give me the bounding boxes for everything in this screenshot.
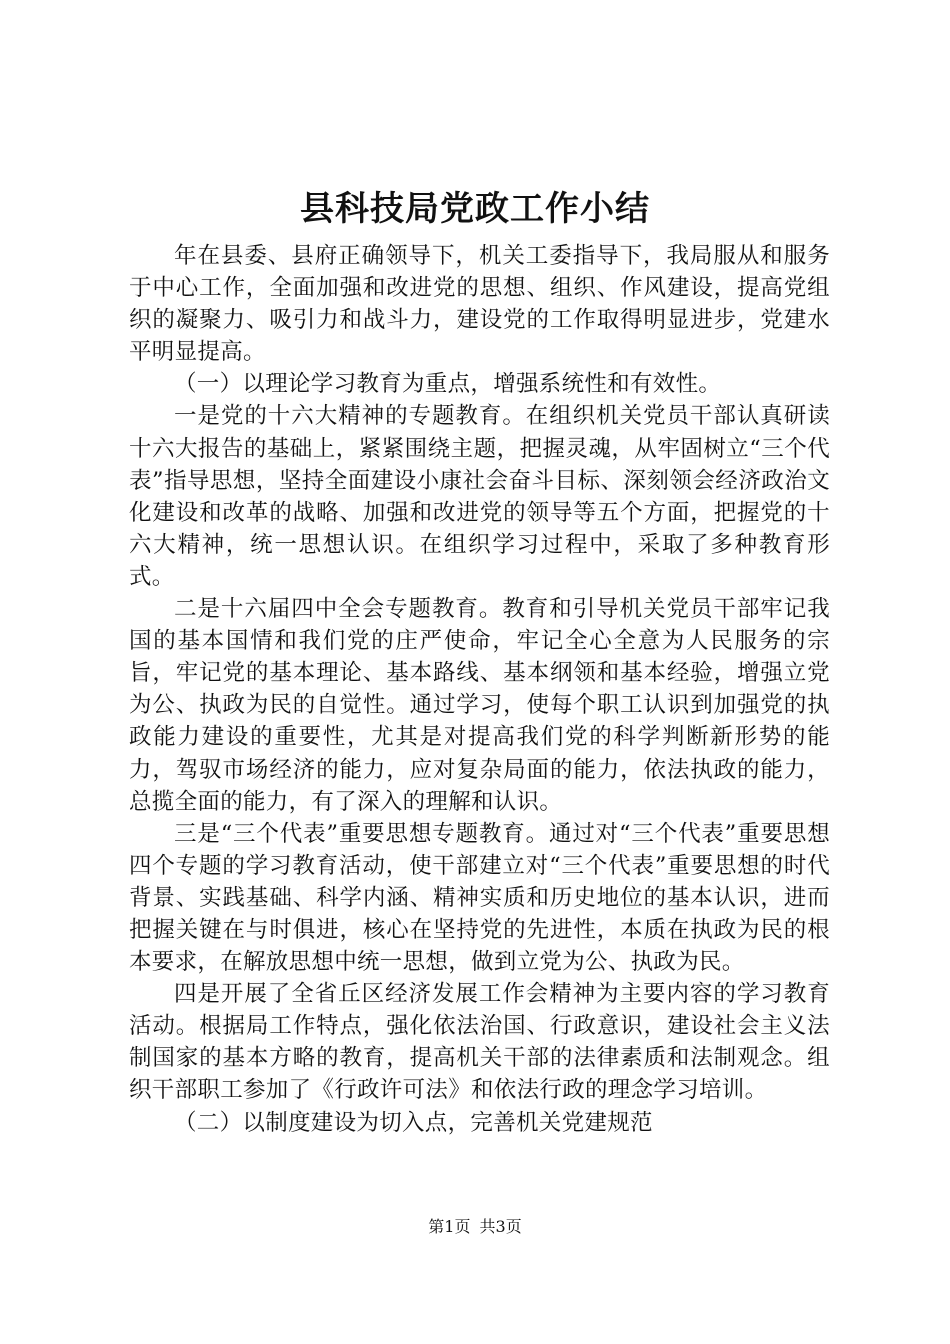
page-total: 共3页 xyxy=(479,1217,522,1236)
section-heading-2: （二）以制度建设为切入点，完善机关党建规范 xyxy=(174,1109,653,1136)
document-title: 县科技局党政工作小结 xyxy=(300,189,650,229)
paragraph-item-1: 一是党的十六大精神的专题教育。在组织机关党员干部认真研读十六大报告的基础上，紧紧围绕主题，把握灵魂，从牢固树立“三个代表”指导思想，坚持全面建设小康社会奋斗目标、深刻领会经济政治文化建设和改革的战略、加强和改进党的领导等五个方面，把握党的十六大精神，统一思想认识。在组织学习过程中，采取了多种教育形式。 xyxy=(129,403,830,590)
paragraph-intro: 年在县委、县府正确领导下，机关工委指导下，我局服从和服务于中心工作，全面加强和改进党的思想、组织、作风建设，提高党组织的凝聚力、吸引力和战斗力，建设党的工作取得明显进步，党建水平明显提高。 xyxy=(129,243,830,366)
paragraph-item-2: 二是十六届四中全会专题教育。教育和引导机关党员干部牢记我国的基本国情和我们党的庄严使命，牢记全心全意为人民服务的宗旨，牢记党的基本理论、基本路线、基本纲领和基本经验，增强立党为公、执政为民的自觉性。通过学习，使每个职工认识到加强党的执政能力建设的重要性，尤其是对提高我们党的科学判断新形势的能力，驾驭市场经济的能力，应对复杂局面的能力，依法执政的能力，总揽全面的能力，有了深入的理解和认识。 xyxy=(129,596,830,815)
page-number: 第1页 xyxy=(428,1217,471,1236)
paragraph-item-3: 三是“三个代表”重要思想专题教育。通过对“三个代表”重要思想四个专题的学习教育活动，使干部建立对“三个代表”重要思想的时代背景、实践基础、科学内涵、精神实质和历史地位的基本认识，进而把握关键在与时俱进，核心在坚持党的先进性，本质在执政为民的根本要求，在解放思想中统一思想，做到立党为公、执政为民。 xyxy=(129,820,830,976)
document-body xyxy=(129,240,830,1139)
paragraph-item-4: 四是开展了全省丘区经济发展工作会精神为主要内容的学习教育活动。根据局工作特点，强化依法治国、行政意识，建设社会主义法制国家的基本方略的教育，提高机关干部的法律素质和法制观念。组织干部职工参加了《行政许可法》和依法行政的理念学习培训。 xyxy=(129,981,830,1104)
section-heading-1: （一）以理论学习教育为重点，增强系统性和有效性。 xyxy=(174,371,722,398)
page-footer xyxy=(0,1216,950,1238)
